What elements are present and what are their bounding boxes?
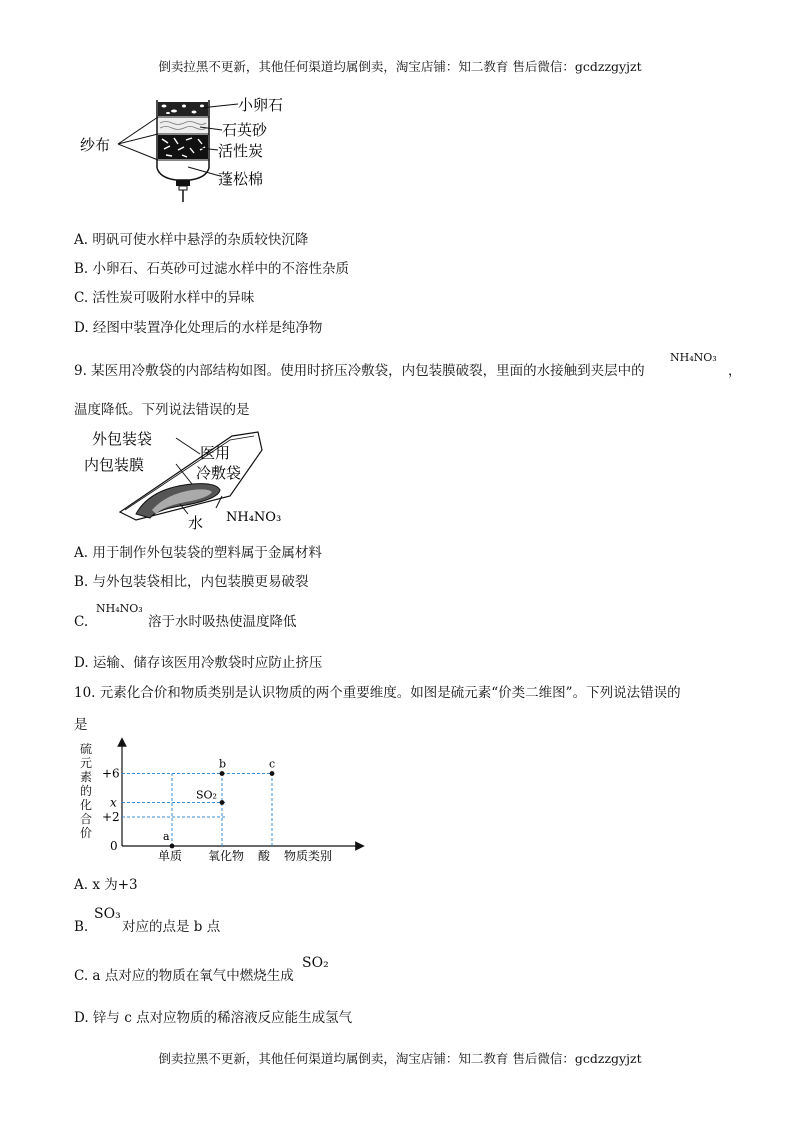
water-label: 水 [188,514,204,532]
cold-pack-figure [80,424,320,534]
x-axis-title: 物质类别 [284,849,333,863]
cotton-layer [158,161,208,169]
cotton-label: 蓬松棉 [218,170,264,188]
q9-stem-comma: ， [728,363,742,379]
q9-option-d: D. 运输、储存该医用冷敷袋时应防止挤压 [74,655,323,671]
point-label: c [269,757,276,771]
q8-option-c: C. 活性炭可吸附水样中的异味 [74,290,255,306]
q10-option-a: A. x 为+3 [74,877,138,893]
x-tick-label: 单质 [158,849,183,863]
gauze-label: 纱布 [80,136,111,154]
y-axis-label: 硫元素的化合价 [80,742,93,840]
q10-stem-line1: 10. 元素化合价和物质类别是认识物质的两个重要维度。如图是硫元素“价类二维图”。下列说法错误的 [74,685,681,701]
point-label: a [163,830,170,843]
salt-label: NH₄NO₃ [226,510,282,525]
gauze-leader-3 [118,144,158,160]
q8-option-a: A. 明矾可使水样中悬浮的杂质较快沉降 [74,232,309,248]
q8-option-b: B. 小卵石、石英砂可过滤水样中的不溶性杂质 [74,261,350,277]
pebble-layer [158,102,208,116]
y-tick-label: +2 [102,810,120,824]
pebble-label: 小卵石 [238,96,284,114]
watermark-bottom: 倒卖拉黑不更新，其他任何渠道均属倒卖，淘宝店铺：知二教育 售后微信：gcdzzgyjzt [158,1051,642,1066]
q9-stem-line1: 9. 某医用冷敷袋的内部结构如图。使用时挤压冷敷袋，内包装膜破裂，里面的水接触到夹层中的 [74,363,645,379]
quartz-label: 石英砂 [222,121,268,139]
q9-option-b: B. 与外包装袋相比，内包装膜更易破裂 [74,574,309,590]
q10-stem-line2: 是 [74,717,88,733]
q9-option-c-text: 溶于水时吸热使温度降低 [148,614,297,630]
nozzle-cap [176,180,190,186]
q10-option-b-text: 对应的点是 b 点 [122,919,221,935]
inner-membrane-label: 内包装膜 [84,456,145,474]
q9-stem-line2: 温度降低。下列说法错误的是 [74,402,250,418]
q9-option-c-chem: NH₄NO₃ [96,602,143,615]
point-label: b [219,757,227,771]
bottle-neck [157,168,209,180]
q9-option-c-label: C. [74,614,89,630]
y-tick-label: 0 [110,839,118,853]
outer-bag-label: 外包装袋 [92,430,153,448]
y-tick-label: +6 [102,766,120,781]
q8-option-d: D. 经图中装置净化处理后的水样是纯净物 [74,320,323,336]
q10-option-c-chem: SO₂ [302,955,329,971]
y-tick-label: x [110,795,117,810]
cold-pack-text-1: 医用 [200,444,231,462]
q9-option-a: A. 用于制作外包装袋的塑料属于金属材料 [74,545,322,561]
gauze-leader-2 [118,134,158,144]
quartz-layer [158,118,208,133]
q10-option-b-label: B. [74,919,89,935]
q10-option-c-text: C. a 点对应的物质在氧气中燃烧生成 [74,968,294,984]
valence-class-chart [70,736,370,866]
x-tick-label: 酸 [258,849,271,863]
q10-option-b-chem: SO₃ [94,906,121,922]
water-purifier-figure [80,88,320,206]
outer-leader [176,438,200,454]
watermark-top: 倒卖拉黑不更新，其他任何渠道均属倒卖，淘宝店铺：知二教育 售后微信：gcdzzgyjzt [158,59,642,74]
point-a [170,844,175,849]
point-b [220,771,225,776]
nozzle-tip [179,186,187,190]
point-label: SO₂ [196,788,217,802]
carbon-label: 活性炭 [218,142,264,160]
q10-option-d: D. 锌与 c 点对应物质的稀溶液反应能生成氢气 [74,1010,353,1026]
q9-stem-chem: NH₄NO₃ [670,351,717,364]
cold-pack-text-2: 冷敷袋 [196,464,242,482]
gauze-leader-1 [118,117,158,144]
point-c [270,771,275,776]
point-so2 [220,800,225,805]
x-tick-label: 氧化物 [208,849,245,863]
